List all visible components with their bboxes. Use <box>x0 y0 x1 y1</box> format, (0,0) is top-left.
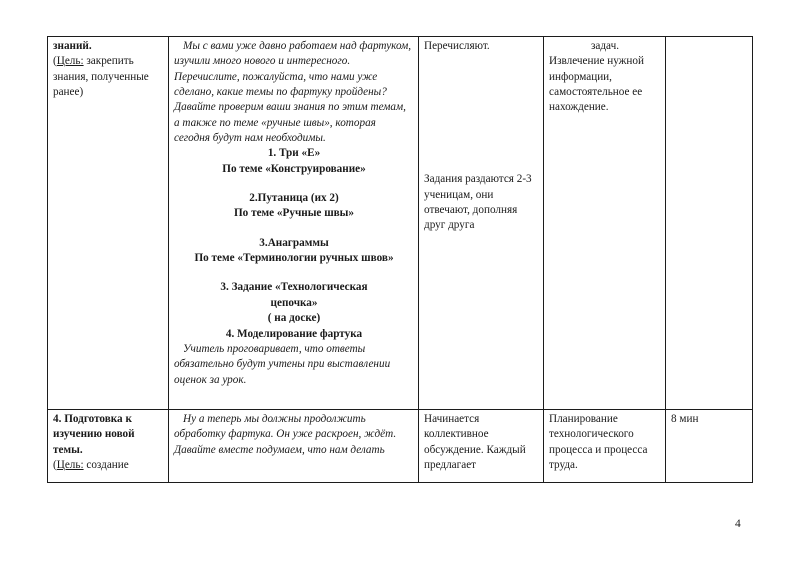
task-4-note: ( на доске) <box>267 312 321 325</box>
table-row <box>48 410 753 483</box>
cell-pupil-activity <box>419 410 544 483</box>
teacher-paragraph: Ну а теперь мы должны продолжить обработку фартука. Он уже раскроен, ждёт. Давайте вместе подумаем, что нам делать <box>174 413 397 456</box>
time-value: 8 мин <box>671 413 699 425</box>
cell-lesson-stage-aim <box>48 37 169 410</box>
aim-paren-open: ( <box>53 55 57 68</box>
page-number: 4 <box>735 518 741 530</box>
cell-teacher-activity <box>169 410 419 483</box>
task-4-title: 3. Задание «Технологическая <box>220 281 368 294</box>
aim-paren-open: ( <box>53 459 57 472</box>
task-4-title-cont: цепочка» <box>270 296 318 309</box>
stage-aim-note <box>53 54 164 100</box>
task-1-title: 1. Три «Е» <box>267 147 321 160</box>
spacer <box>174 222 414 236</box>
teacher-paragraph: Давайте проверим ваши знания по этим темам, а также по теме «ручные швы», которая сегодня будут нам необходимы. <box>174 101 406 145</box>
cell-pupil-activity <box>419 37 544 410</box>
teacher-paragraph: Мы с вами уже давно работаем над фартуком, изучили много нового и интересного. Перечислите, пожалуйста, что нами уже сделано, какие темы по фартуку пройдены? <box>174 40 412 99</box>
pupil-paragraph: Задания раздаются 2-3 ученицам, они отвечают, дополняя друг друга <box>424 173 532 232</box>
pupil-paragraph: Перечисляют. <box>424 40 490 52</box>
pupil-paragraph: Начинается коллективное обсуждение. Каждый предлагает <box>424 413 526 472</box>
uud-line: Извлечение нужной информации, самостоятельное ее нахождение. <box>549 55 644 114</box>
task-2-title: 2.Путаница (их 2) <box>249 192 339 205</box>
lesson-plan-table <box>47 36 753 483</box>
aim-text: закрепить знания, полученные ранее) <box>53 55 149 99</box>
cell-uud <box>544 37 666 410</box>
stage-aim-note <box>53 458 164 473</box>
cell-uud <box>544 410 666 483</box>
spacer <box>174 177 414 191</box>
cell-teacher-activity <box>169 37 419 410</box>
spacer <box>174 266 414 280</box>
aim-label: Цель: <box>56 459 84 472</box>
cell-time <box>666 37 753 410</box>
uud-line: задач. <box>590 40 620 52</box>
task-3-title: 3.Анаграммы <box>259 236 329 249</box>
task-1-topic: По теме «Конструирование» <box>222 162 366 175</box>
teacher-closing-note: Учитель проговаривает, что ответы обязательно будут учтены при выставлении оценок за урок. <box>174 342 391 386</box>
cell-lesson-stage-aim <box>48 410 169 483</box>
cell-time <box>666 410 753 483</box>
uud-line: Планирование технологического процесса и процесса труда. <box>549 413 648 472</box>
task-5-title: 4. Моделирование фартука <box>225 327 363 340</box>
aim-label: Цель: <box>56 55 84 68</box>
stage-title: знаний. <box>53 40 92 52</box>
aim-text: создание <box>83 459 129 472</box>
task-3-topic: По теме «Терминологии ручных швов» <box>194 252 394 265</box>
task-2-topic: По теме «Ручные швы» <box>233 207 355 220</box>
table-row <box>48 37 753 410</box>
stage-title: 4. Подготовка к изучению новой темы. <box>53 413 135 456</box>
